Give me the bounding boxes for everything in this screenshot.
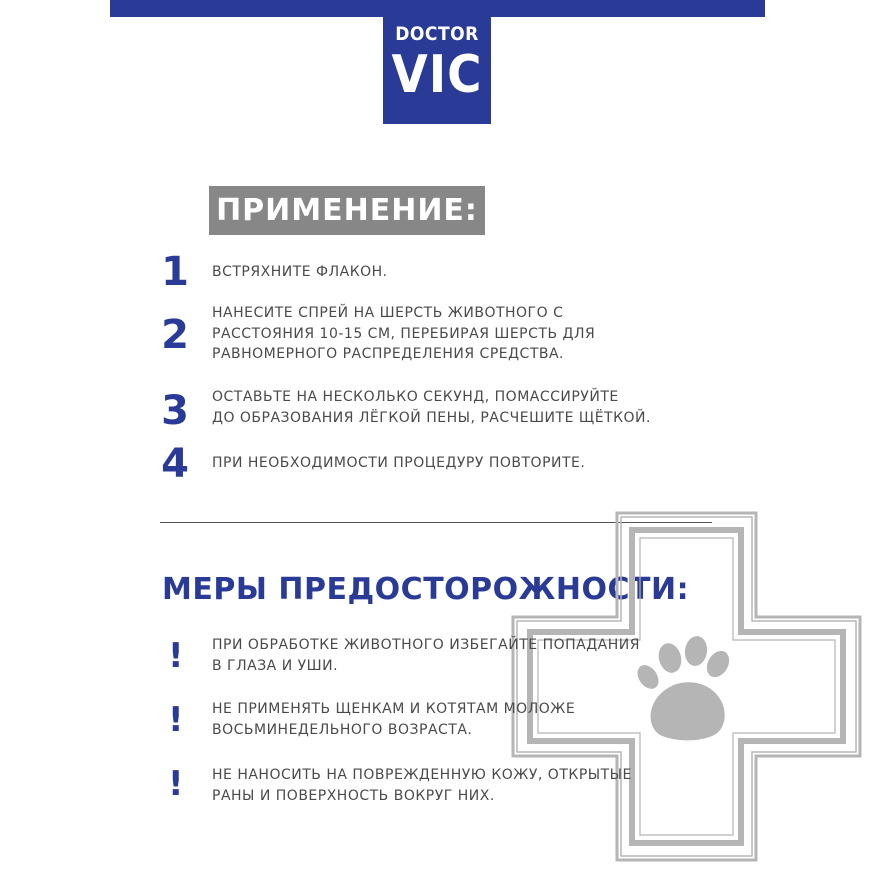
step-text-3: ОСТАВЬТЕ НА НЕСКОЛЬКО СЕКУНД, ПОМАССИРУЙТЕ ДО ОБРАЗОВАНИЯ ЛЁГКОЙ ПЕНЫ, РАСЧЕШИТЕ ЩЁТКОЙ.	[212, 389, 651, 426]
step-number-2: 2	[161, 312, 189, 358]
step-text-4: ПРИ НЕОБХОДИМОСТИ ПРОЦЕДУРУ ПОВТОРИТЕ.	[212, 455, 586, 471]
warning-mark-1: !	[168, 636, 184, 676]
step-number-1: 1	[161, 249, 189, 295]
step-text-2: НАНЕСИТЕ СПРЕЙ НА ШЕРСТЬ ЖИВОТНОГО С РАССТОЯНИЯ 10-15 СМ, ПЕРЕБИРАЯ ШЕРСТЬ ДЛЯ РАВНОМЕРНОГО РАСПРЕДЕЛЕНИЯ СРЕДСТВА.	[212, 305, 596, 362]
medical-cross-paw-icon	[510, 510, 863, 863]
step-number-3: 3	[161, 388, 189, 434]
brand-logo-line2: VIC	[391, 45, 483, 105]
application-title: ПРИМЕНЕНИЕ:	[209, 186, 485, 235]
precaution-text-2: НЕ ПРИМЕНЯТЬ ЩЕНКАМ И КОТЯТАМ МОЛОЖЕ ВОСЬМИНЕДЕЛЬНОГО ВОЗРАСТА.	[212, 701, 576, 738]
warning-mark-2: !	[168, 700, 184, 740]
brand-logo-line1: DOCTOR	[395, 23, 479, 45]
precautions-title: МЕРЫ ПРЕДОСТОРОЖНОСТИ:	[162, 572, 690, 607]
precaution-text-3: НЕ НАНОСИТЬ НА ПОВРЕЖДЕННУЮ КОЖУ, ОТКРЫТЫЕ РАНЫ И ПОВЕРХНОСТЬ ВОКРУГ НИХ.	[212, 767, 632, 804]
precaution-text-1: ПРИ ОБРАБОТКЕ ЖИВОТНОГО ИЗБЕГАЙТЕ ПОПАДАНИЯ В ГЛАЗА И УШИ.	[212, 637, 640, 674]
step-number-4: 4	[161, 441, 189, 487]
step-text-1: ВСТРЯХНИТЕ ФЛАКОН.	[212, 264, 388, 280]
warning-mark-3: !	[168, 764, 184, 804]
brand-logo	[383, 0, 491, 124]
